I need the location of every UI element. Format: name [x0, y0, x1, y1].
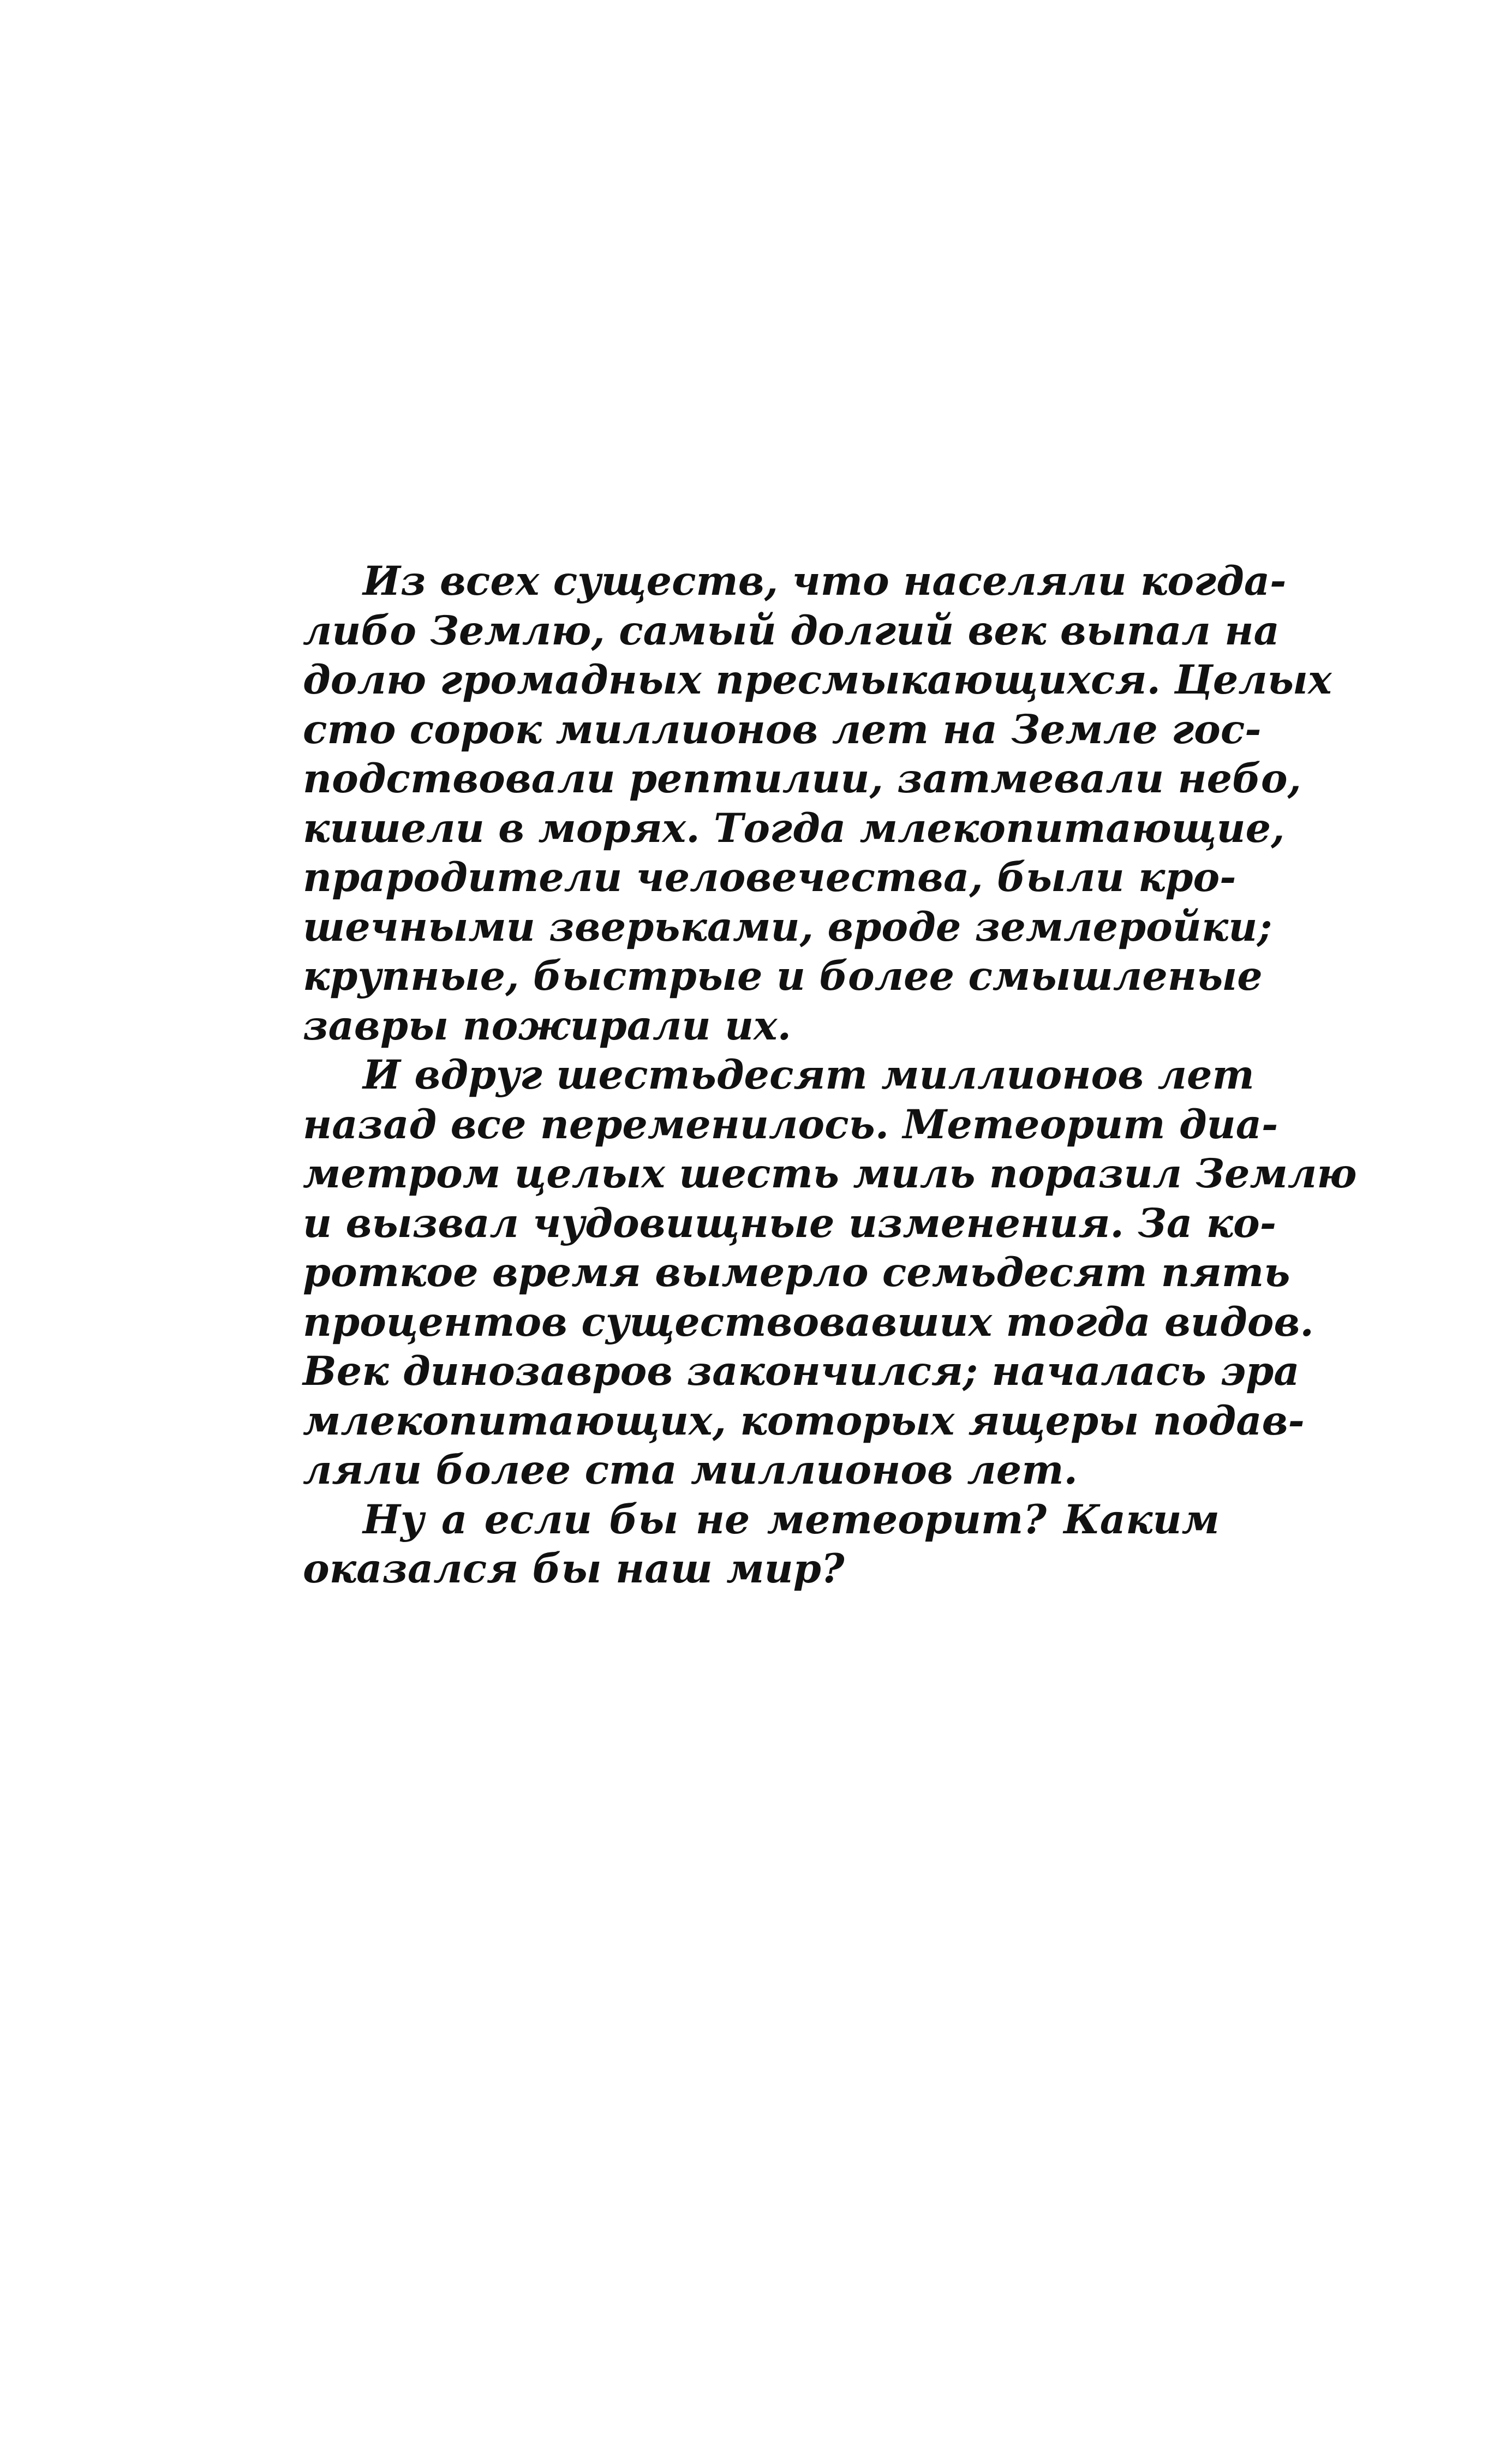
text-line: оказался бы наш мир?	[303, 1545, 845, 1592]
text-line: млекопитающих, которых ящеры подав-	[303, 1397, 1305, 1444]
text-line: Ну а если бы не метеорит? Каким	[363, 1496, 1220, 1543]
text-line: завры пожирали их.	[303, 1002, 791, 1049]
text-line: Век динозавров закончился; началась эра	[303, 1348, 1300, 1395]
text-line: и вызвал чудовищные изменения. За ко-	[303, 1199, 1277, 1247]
paragraph-1	[303, 557, 1332, 1050]
text-line: И вдруг шестьдесят миллионов лет	[363, 1051, 1254, 1098]
text-line: прародители человечества, были кро-	[303, 854, 1236, 901]
text-line: кишели в морях. Тогда млекопитающие,	[303, 804, 1285, 852]
text-line: подствовали рептилии, затмевали небо,	[303, 755, 1301, 802]
text-line: долю громадных пресмыкающихся. Целых	[303, 656, 1332, 703]
text-line: сто сорок миллионов лет на Земле гос-	[303, 706, 1262, 753]
text-line: Из всех существ, что населяли когда-	[363, 558, 1287, 605]
text-line: ляли более ста миллионов лет.	[303, 1447, 1078, 1493]
text-line: процентов существовавших тогда видов.	[303, 1298, 1314, 1346]
body-text	[303, 557, 1357, 1594]
paragraph-3	[303, 1495, 1220, 1594]
text-line: назад все переменилось. Метеорит диа-	[303, 1101, 1278, 1148]
text-line: либо Землю, самый долгий век выпал на	[303, 607, 1280, 654]
text-line: метром целых шесть миль поразил Землю	[303, 1150, 1357, 1197]
text-line: роткое время вымерло семьдесят пять	[303, 1249, 1290, 1296]
text-line: шечными зверьками, вроде землеройки;	[303, 903, 1272, 951]
paragraph-2	[303, 1050, 1357, 1495]
text-line: крупные, быстрые и более смышленые	[303, 953, 1263, 1000]
